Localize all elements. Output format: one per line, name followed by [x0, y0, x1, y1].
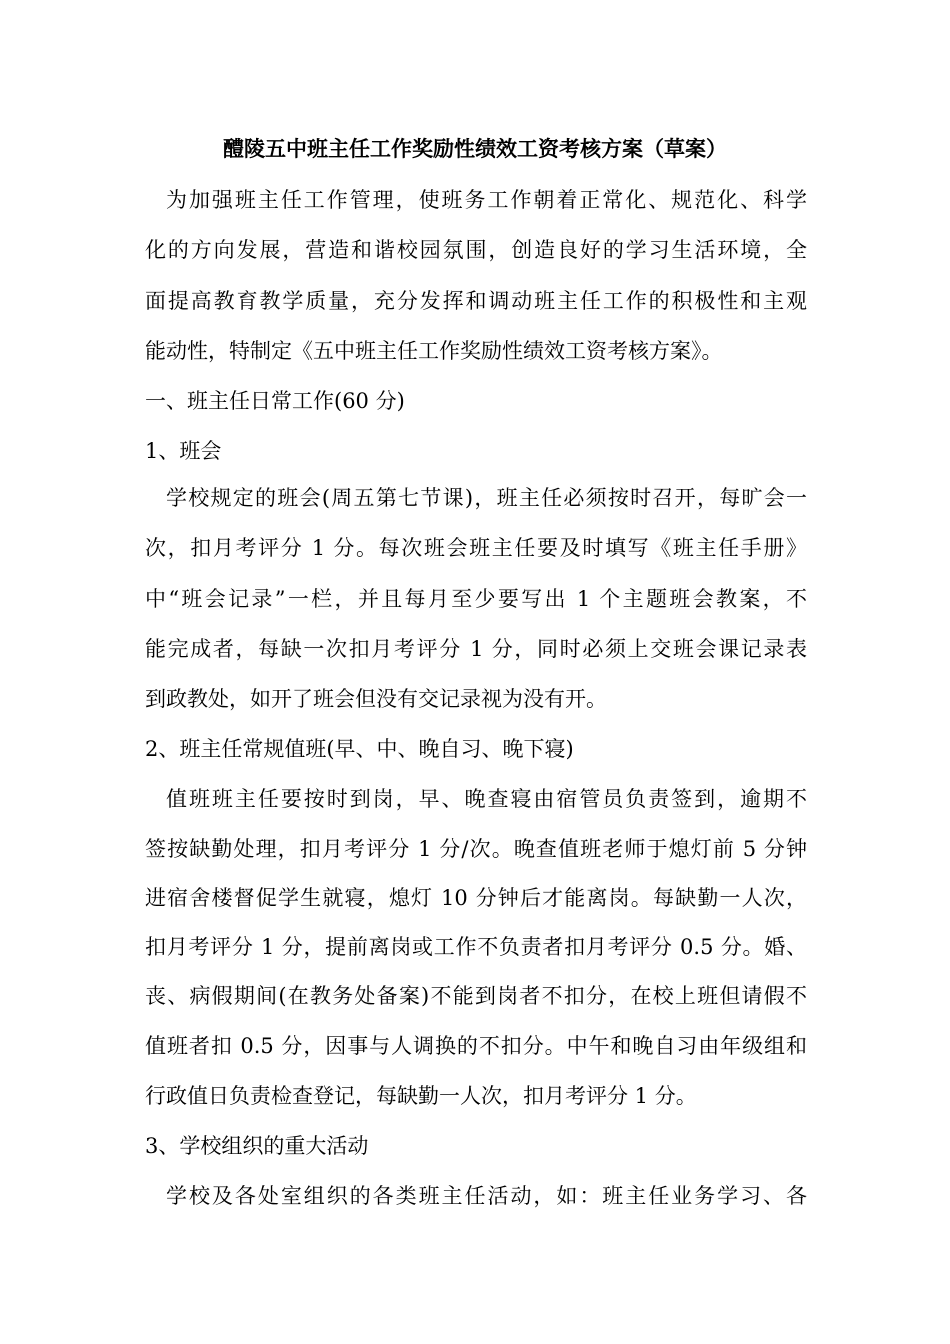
paragraph-line: 丧、病假期间(在教务处备案)不能到岗者不扣分，在校上班但请假不 [145, 984, 807, 1008]
paragraph-line: 化的方向发展，营造和谐校园氛围，创造良好的学习生活环境，全 [145, 238, 807, 262]
subsection-heading: 1、班会 [145, 439, 222, 463]
paragraph-line: 中“班会记录”一栏，并且每月至少要写出 1 个主题班会教案，不 [145, 587, 807, 611]
paragraph-line: 学校及各处室组织的各类班主任活动，如：班主任业务学习、各 [166, 1184, 807, 1208]
subsection-heading: 3、学校组织的重大活动 [145, 1134, 369, 1158]
paragraph-line: 行政值日负责检查登记，每缺勤一人次，扣月考评分 1 分。 [145, 1084, 697, 1108]
paragraph-line: 到政教处，如开了班会但没有交记录视为没有开。 [145, 687, 607, 711]
paragraph-line: 扣月考评分 1 分，提前离岗或工作不负责者扣月考评分 0.5 分。婚、 [145, 935, 807, 959]
paragraph-line: 学校规定的班会(周五第七节课)，班主任必须按时召开，每旷会一 [166, 486, 807, 510]
paragraph-line: 能动性，特制定《五中班主任工作奖励性绩效工资考核方案》。 [145, 339, 723, 363]
paragraph-line: 值班班主任要按时到岗，早、晚查寝由宿管员负责签到，逾期不 [166, 787, 807, 811]
paragraph-line: 次，扣月考评分 1 分。每次班会班主任要及时填写《班主任手册》 [145, 536, 807, 560]
paragraph-line: 进宿舍楼督促学生就寝，熄灯 10 分钟后才能离岗。每缺勤一人次， [145, 886, 807, 910]
paragraph-line: 签按缺勤处理，扣月考评分 1 分/次。晚查值班老师于熄灯前 5 分钟 [145, 837, 807, 861]
paragraph-line: 面提高教育教学质量，充分发挥和调动班主任工作的积极性和主观 [145, 289, 807, 313]
paragraph-line: 能完成者，每缺一次扣月考评分 1 分，同时必须上交班会课记录表 [145, 637, 807, 661]
section-heading: 一、班主任日常工作(60 分) [145, 389, 405, 413]
document-title: 醴陵五中班主任工作奖励性绩效工资考核方案（草案） [223, 136, 727, 161]
paragraph-line: 值班者扣 0.5 分，因事与人调换的不扣分。中午和晚自习由年级组和 [145, 1034, 807, 1058]
paragraph-line: 为加强班主任工作管理，使班务工作朝着正常化、规范化、科学 [166, 188, 807, 212]
subsection-heading: 2、班主任常规值班(早、中、晚自习、晚下寝) [145, 737, 574, 761]
